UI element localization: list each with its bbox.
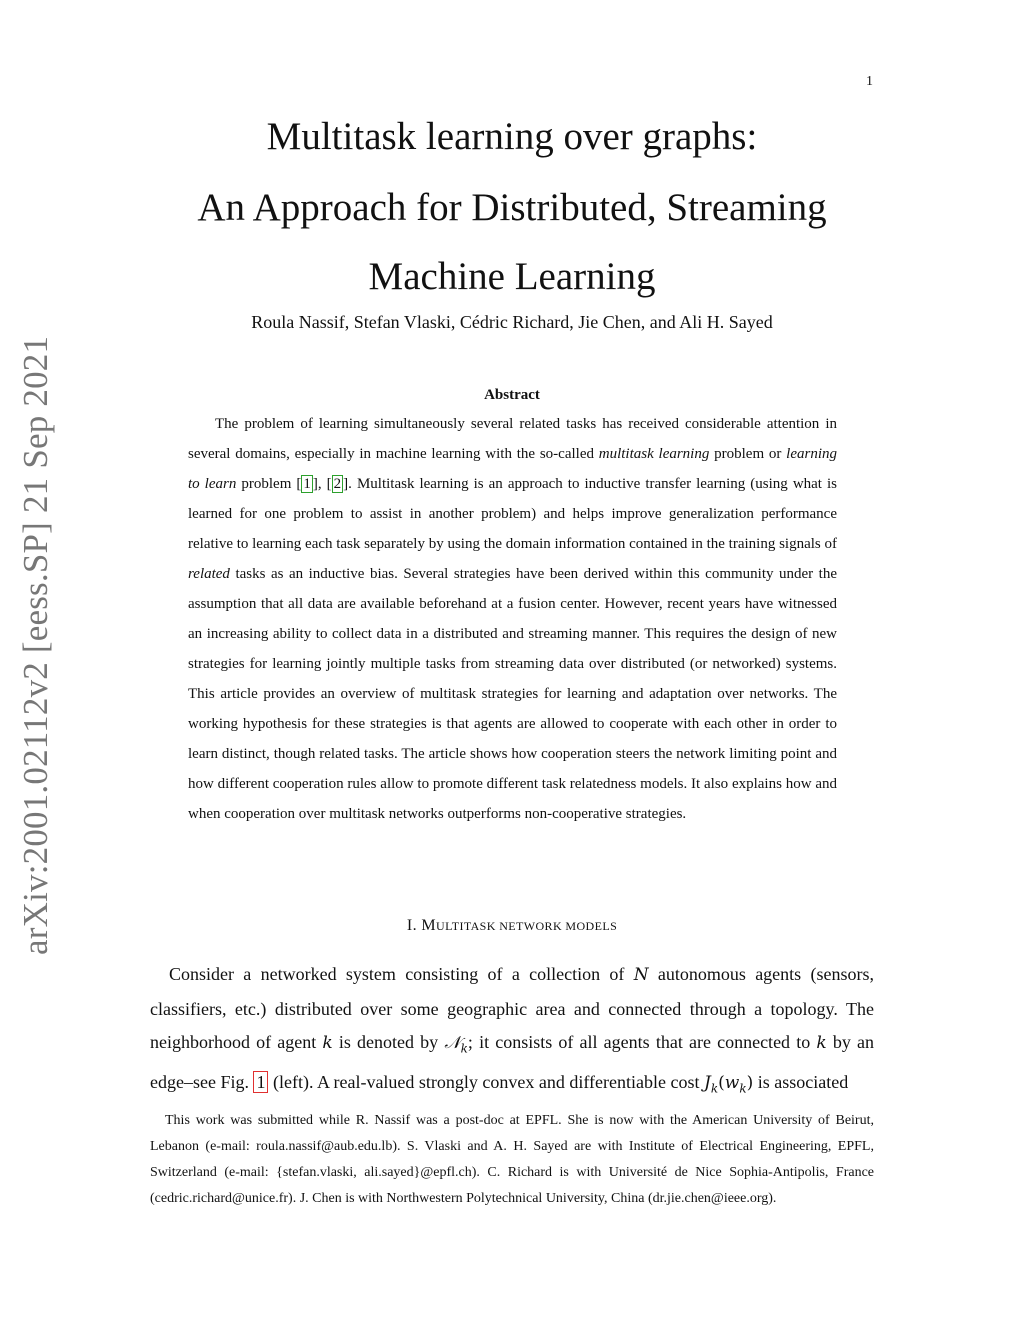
- math-paren: ): [746, 1073, 754, 1094]
- body-text: by an edge–see Fig.: [150, 1032, 874, 1093]
- body-text: autonomous agents (sensors, classifiers, etc.) distributed over some geographic area and connected through a topology. The neighborhood of agent: [150, 964, 874, 1052]
- citation-bracket: ]: [343, 476, 349, 492]
- body-text: Consider a networked system consisting of a collection of: [169, 964, 634, 984]
- body-text: ; it consists of all agents that are connected to: [467, 1032, 817, 1052]
- abstract-emphasis: learning to learn: [188, 446, 838, 492]
- abstract-text: problem or: [709, 446, 787, 462]
- abstract-body: [188, 409, 837, 829]
- affiliation-footnote: This work was submitted while R. Nassif was a post-doc at EPFL. She is now with the American University of Beirut, Lebanon (e-mail: roula.nassif@aub.edu.lb). S. Vlaski and A. H. Sayed are with Institute of Electrical Engineering, EPFL, Switzerland (e-mail: {stefan.vlaski, ali.sayed}@epfl.ch). C. Richard is with Université de Nice Sophia-Antipolis, France (cedric.richard@unice.fr). J. Chen is with Northwestern Polytechnical University, China (dr.jie.chen@ieee.org).: [150, 1113, 874, 1206]
- abstract-text: The problem of learning simultaneously several related tasks has received considerable attention in several domains, especially in machine learning with the so-called: [188, 416, 837, 462]
- arxiv-identifier-stamp: arXiv:2001.02112v2 [eess.SP] 21 Sep 2021: [16, 335, 55, 955]
- math-symbol: w: [724, 1073, 740, 1094]
- abstract-emphasis: related: [188, 566, 230, 582]
- math-paren: (: [718, 1073, 725, 1094]
- math-subscript: k: [460, 1041, 468, 1056]
- page-number: 1: [866, 74, 873, 89]
- abstract-text: tasks as an inductive bias. Several strategies have been derived within this community under the assumption that all data are available beforehand at a fusion center. However, recent years have witnessed an increasing ability to collect data in a distributed and streaming manner. This requires the design of new strategies for learning jointly multiple tasks from streaming data over distributed (or networked) systems. This article provides an overview of multitask strategies for learning and adaptation over networks. The working hypothesis for these strategies is that agents are allowed to cooperate with each other in order to learn distinct, though related tasks. The article shows how cooperation steers the network limiting point and how different cooperation rules allow to promote different task relatedness models. It also explains how and when cooperation over multitask networks outperforms non-cooperative strategies.: [188, 566, 837, 822]
- paper-title-line-3: Machine Learning: [368, 255, 656, 298]
- citation-link-1[interactable]: 1: [303, 476, 311, 492]
- abstract-heading: Abstract: [484, 387, 540, 403]
- math-subscript: k: [739, 1081, 747, 1096]
- body-text: (left). A real-valued strongly convex and differentiable cost: [268, 1072, 704, 1093]
- section-title-initial: M: [421, 917, 437, 934]
- body-text: is denoted by: [332, 1032, 445, 1052]
- abstract-text: problem: [236, 476, 297, 492]
- section-number: I.: [406, 917, 417, 934]
- author-list: Roula Nassif, Stefan Vlaski, Cédric Richard, Jie Chen, and Ali H. Sayed: [251, 312, 773, 332]
- figure-reference-link[interactable]: 1: [253, 1071, 268, 1093]
- abstract-text: . Multitask learning is an approach to inductive transfer learning (using what is learned for one problem to assist in another problem) and helps improve generalization performance relative to learning each task separately by using the domain information contained in the training signals of: [188, 476, 837, 552]
- math-subscript: k: [710, 1081, 719, 1096]
- intro-paragraph: [150, 958, 874, 1106]
- math-symbol: 𝒩: [444, 1033, 461, 1053]
- paper-title-line-2: An Approach for Distributed, Streaming: [197, 186, 827, 229]
- citation-bracket: [: [296, 476, 302, 492]
- math-symbol: k: [322, 1033, 333, 1053]
- section-heading: [0, 917, 1024, 935]
- citation-bracket: ]: [312, 476, 318, 492]
- section-title-smallcaps: ULTITASK NETWORK MODELS: [436, 919, 618, 933]
- paper-title-line-1: Multitask learning over graphs:: [266, 115, 758, 158]
- math-symbol: N: [633, 965, 649, 985]
- body-text: is associated: [753, 1072, 849, 1093]
- math-symbol: J: [704, 1073, 711, 1094]
- citation-separator: ,: [317, 476, 327, 492]
- abstract-emphasis: multitask learning: [598, 446, 710, 462]
- math-symbol: k: [816, 1033, 827, 1053]
- citation-link-2[interactable]: 2: [333, 476, 342, 492]
- citation-bracket: [: [326, 476, 332, 492]
